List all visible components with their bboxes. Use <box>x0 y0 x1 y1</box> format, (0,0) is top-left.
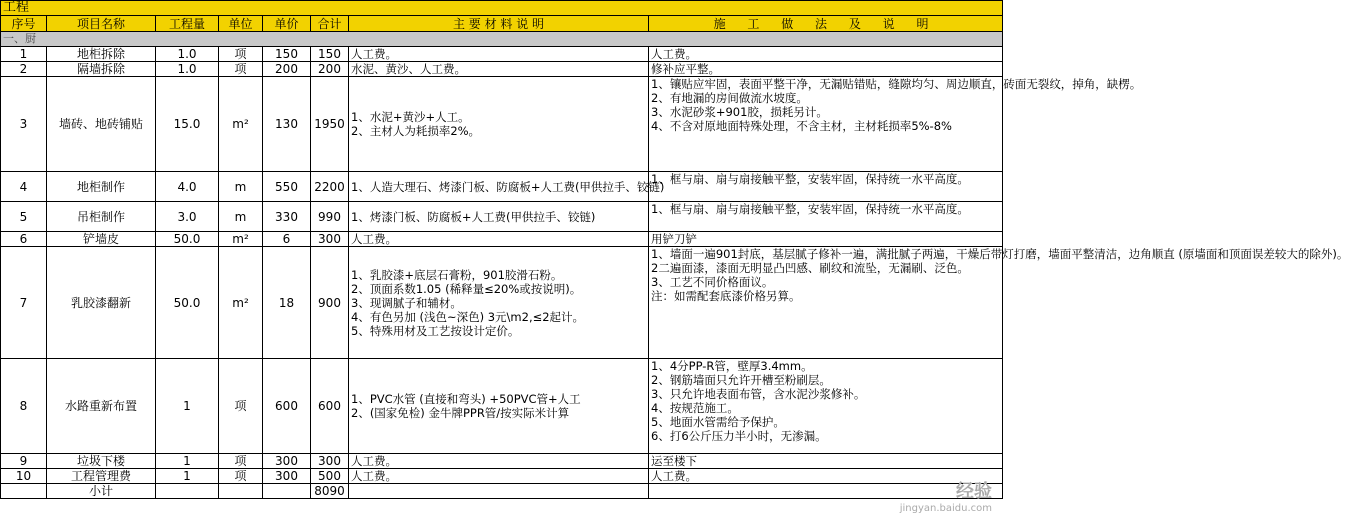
cell-no[interactable]: 2 <box>1 62 47 77</box>
cell-total[interactable]: 200 <box>311 62 349 77</box>
cell-price[interactable]: 550 <box>263 172 311 202</box>
subtotal-blank-material[interactable] <box>349 484 649 499</box>
watermark-url: jingyan.baidu.com <box>899 503 992 514</box>
cell-method[interactable]: 1、镶贴应牢固，表面平整干净，无漏贴错贴，缝隙均匀、周边顺直，砖面无裂纹，掉角，缺楞。 2、有地漏的房间做流水坡度。 3、水泥砂浆+901胶，损耗另计。 4、不含对原地面特殊处理，不含主材，主材耗损率5%-8% <box>649 77 1003 172</box>
cell-no[interactable]: 3 <box>1 77 47 172</box>
subtotal-blank-no[interactable] <box>1 484 47 499</box>
cell-material[interactable]: 人工费。 <box>349 47 649 62</box>
cell-qty[interactable]: 3.0 <box>156 202 219 232</box>
cell-no[interactable]: 7 <box>1 247 47 359</box>
cell-item[interactable]: 地柜制作 <box>47 172 156 202</box>
cell-total[interactable]: 300 <box>311 232 349 247</box>
cell-unit[interactable]: 项 <box>219 469 263 484</box>
cell-price[interactable]: 150 <box>263 47 311 62</box>
cell-material[interactable]: 人工费。 <box>349 469 649 484</box>
cell-material[interactable]: 1、水泥+黄沙+人工。 2、主材人为耗损率2%。 <box>349 77 649 172</box>
cell-qty[interactable]: 50.0 <box>156 232 219 247</box>
cell-item[interactable]: 墙砖、地砖铺贴 <box>47 77 156 172</box>
cell-unit[interactable]: 项 <box>219 454 263 469</box>
table-row <box>1 454 1003 469</box>
cell-method[interactable]: 1、4分PP-R管，壁厚3.4mm。 2、钢筋墙面只允许开槽至粉刷层。 3、只允许地表面布管，含水泥沙浆修补。 4、按规范施工。 5、地面水管需给予保护。 6、打6公斤压力半小时，无渗漏。 <box>649 359 1003 454</box>
cell-material[interactable]: 1、人造大理石、烤漆门板、防腐板+人工费(甲供拉手、铰链) <box>349 172 649 202</box>
cell-material[interactable]: 1、PVC水管 (直接和弯头) +50PVC管+人工 2、(国家免检) 金牛牌PPR管/按实际米计算 <box>349 359 649 454</box>
watermark <box>900 477 992 514</box>
subtotal-blank-unit[interactable] <box>219 484 263 499</box>
cell-method[interactable]: 人工费。 <box>649 47 1003 62</box>
title-row <box>1 1 1003 16</box>
cell-qty[interactable]: 15.0 <box>156 77 219 172</box>
subtotal-blank-qty[interactable] <box>156 484 219 499</box>
table-row <box>1 247 1003 359</box>
subtotal-blank-price[interactable] <box>263 484 311 499</box>
cell-unit[interactable]: m <box>219 202 263 232</box>
cell-price[interactable]: 300 <box>263 469 311 484</box>
cell-total[interactable]: 990 <box>311 202 349 232</box>
cell-item[interactable]: 吊柜制作 <box>47 202 156 232</box>
header-total[interactable]: 合计 <box>311 16 349 32</box>
table-row <box>1 77 1003 172</box>
cell-material[interactable]: 1、烤漆门板、防腐板+人工费(甲供拉手、铰链) <box>349 202 649 232</box>
header-no[interactable]: 序号 <box>1 16 47 32</box>
cell-no[interactable]: 4 <box>1 172 47 202</box>
header-unit[interactable]: 单位 <box>219 16 263 32</box>
cell-method[interactable]: 用铲刀铲 <box>649 232 1003 247</box>
cell-item[interactable]: 水路重新布置 <box>47 359 156 454</box>
cell-item[interactable]: 工程管理费 <box>47 469 156 484</box>
section-row <box>1 32 1003 47</box>
cell-method[interactable]: 1、框与扇、扇与扇接触平整，安装牢固，保持统一水平高度。 <box>649 172 1003 202</box>
cell-no[interactable]: 5 <box>1 202 47 232</box>
cell-no[interactable]: 6 <box>1 232 47 247</box>
cell-price[interactable]: 6 <box>263 232 311 247</box>
cell-no[interactable]: 10 <box>1 469 47 484</box>
subtotal-row <box>1 484 1003 499</box>
cell-total[interactable]: 300 <box>311 454 349 469</box>
table-row <box>1 469 1003 484</box>
table-row <box>1 172 1003 202</box>
cell-unit[interactable]: m² <box>219 247 263 359</box>
cell-unit[interactable]: 项 <box>219 47 263 62</box>
cell-material[interactable]: 1、乳胶漆+底层石膏粉，901胶滑石粉。 2、顶面系数1.05 (稀释量≤20%或按说明)。 3、现调腻子和辅材。 4、有色另加 (浅色~深色) 3元\m2,≤2起计。 5、特殊用材及工艺按设计定价。 <box>349 247 649 359</box>
cell-price[interactable]: 330 <box>263 202 311 232</box>
cell-price[interactable]: 600 <box>263 359 311 454</box>
subtotal-total[interactable]: 8090 <box>311 484 349 499</box>
header-material[interactable]: 主 要 材 料 说 明 <box>349 16 649 32</box>
cell-total[interactable]: 900 <box>311 247 349 359</box>
cell-item[interactable]: 地柜拆除 <box>47 47 156 62</box>
cell-qty[interactable]: 1.0 <box>156 47 219 62</box>
cell-no[interactable]: 1 <box>1 47 47 62</box>
table-row <box>1 62 1003 77</box>
cell-qty[interactable]: 1.0 <box>156 62 219 77</box>
cell-unit[interactable]: m² <box>219 77 263 172</box>
cell-qty[interactable]: 1 <box>156 454 219 469</box>
section-label[interactable]: 一、厨 <box>1 32 1003 47</box>
cell-qty[interactable]: 50.0 <box>156 247 219 359</box>
cell-method[interactable]: 1、墙面一遍901封底，基层腻子修补一遍，满批腻子两遍，干燥后带灯打磨，墙面平整清洁，边角顺直 (原墙面和顶面误差较大的除外)。 2二遍面漆，漆面无明显凸凹感、刷纹和流坠，无漏刷、泛色。 3、工艺不同价格面议。 注：如需配套底漆价格另算。 <box>649 247 1003 359</box>
header-price[interactable]: 单价 <box>263 16 311 32</box>
cell-material[interactable]: 水泥、黄沙、人工费。 <box>349 62 649 77</box>
table-row <box>1 202 1003 232</box>
cell-unit[interactable]: m <box>219 172 263 202</box>
sheet-title[interactable]: 工程 <box>1 1 1003 16</box>
cell-item[interactable]: 铲墙皮 <box>47 232 156 247</box>
cell-qty[interactable]: 1 <box>156 359 219 454</box>
cell-price[interactable]: 18 <box>263 247 311 359</box>
subtotal-label[interactable]: 小计 <box>47 484 156 499</box>
cell-no[interactable]: 8 <box>1 359 47 454</box>
cell-qty[interactable]: 1 <box>156 469 219 484</box>
cell-total[interactable]: 500 <box>311 469 349 484</box>
cell-method[interactable]: 运至楼下 <box>649 454 1003 469</box>
cell-price[interactable]: 130 <box>263 77 311 172</box>
cell-unit[interactable]: m² <box>219 232 263 247</box>
cell-unit[interactable]: 项 <box>219 359 263 454</box>
table-row <box>1 359 1003 454</box>
watermark-logo: 经验 <box>956 481 992 502</box>
cell-total[interactable]: 150 <box>311 47 349 62</box>
cell-method[interactable]: 修补应平整。 <box>649 62 1003 77</box>
header-method[interactable]: 施 工 做 法 及 说 明 <box>649 16 1003 32</box>
cell-price[interactable]: 300 <box>263 454 311 469</box>
cell-total[interactable]: 2200 <box>311 172 349 202</box>
header-item[interactable]: 项目名称 <box>47 16 156 32</box>
cell-method[interactable]: 1、框与扇、扇与扇接触平整，安装牢固，保持统一水平高度。 <box>649 202 1003 232</box>
cell-material[interactable]: 人工费。 <box>349 454 649 469</box>
header-row <box>1 16 1003 32</box>
cell-item[interactable]: 垃圾下楼 <box>47 454 156 469</box>
cell-material[interactable]: 人工费。 <box>349 232 649 247</box>
cell-no[interactable]: 9 <box>1 454 47 469</box>
cell-method[interactable]: 人工费。 <box>649 469 1003 484</box>
cell-unit[interactable]: 项 <box>219 62 263 77</box>
header-qty[interactable]: 工程量 <box>156 16 219 32</box>
table-row <box>1 47 1003 62</box>
cell-price[interactable]: 200 <box>263 62 311 77</box>
cell-total[interactable]: 1950 <box>311 77 349 172</box>
cell-qty[interactable]: 4.0 <box>156 172 219 202</box>
cell-total[interactable]: 600 <box>311 359 349 454</box>
cell-item[interactable]: 隔墙拆除 <box>47 62 156 77</box>
cell-item[interactable]: 乳胶漆翻新 <box>47 247 156 359</box>
table-row <box>1 232 1003 247</box>
